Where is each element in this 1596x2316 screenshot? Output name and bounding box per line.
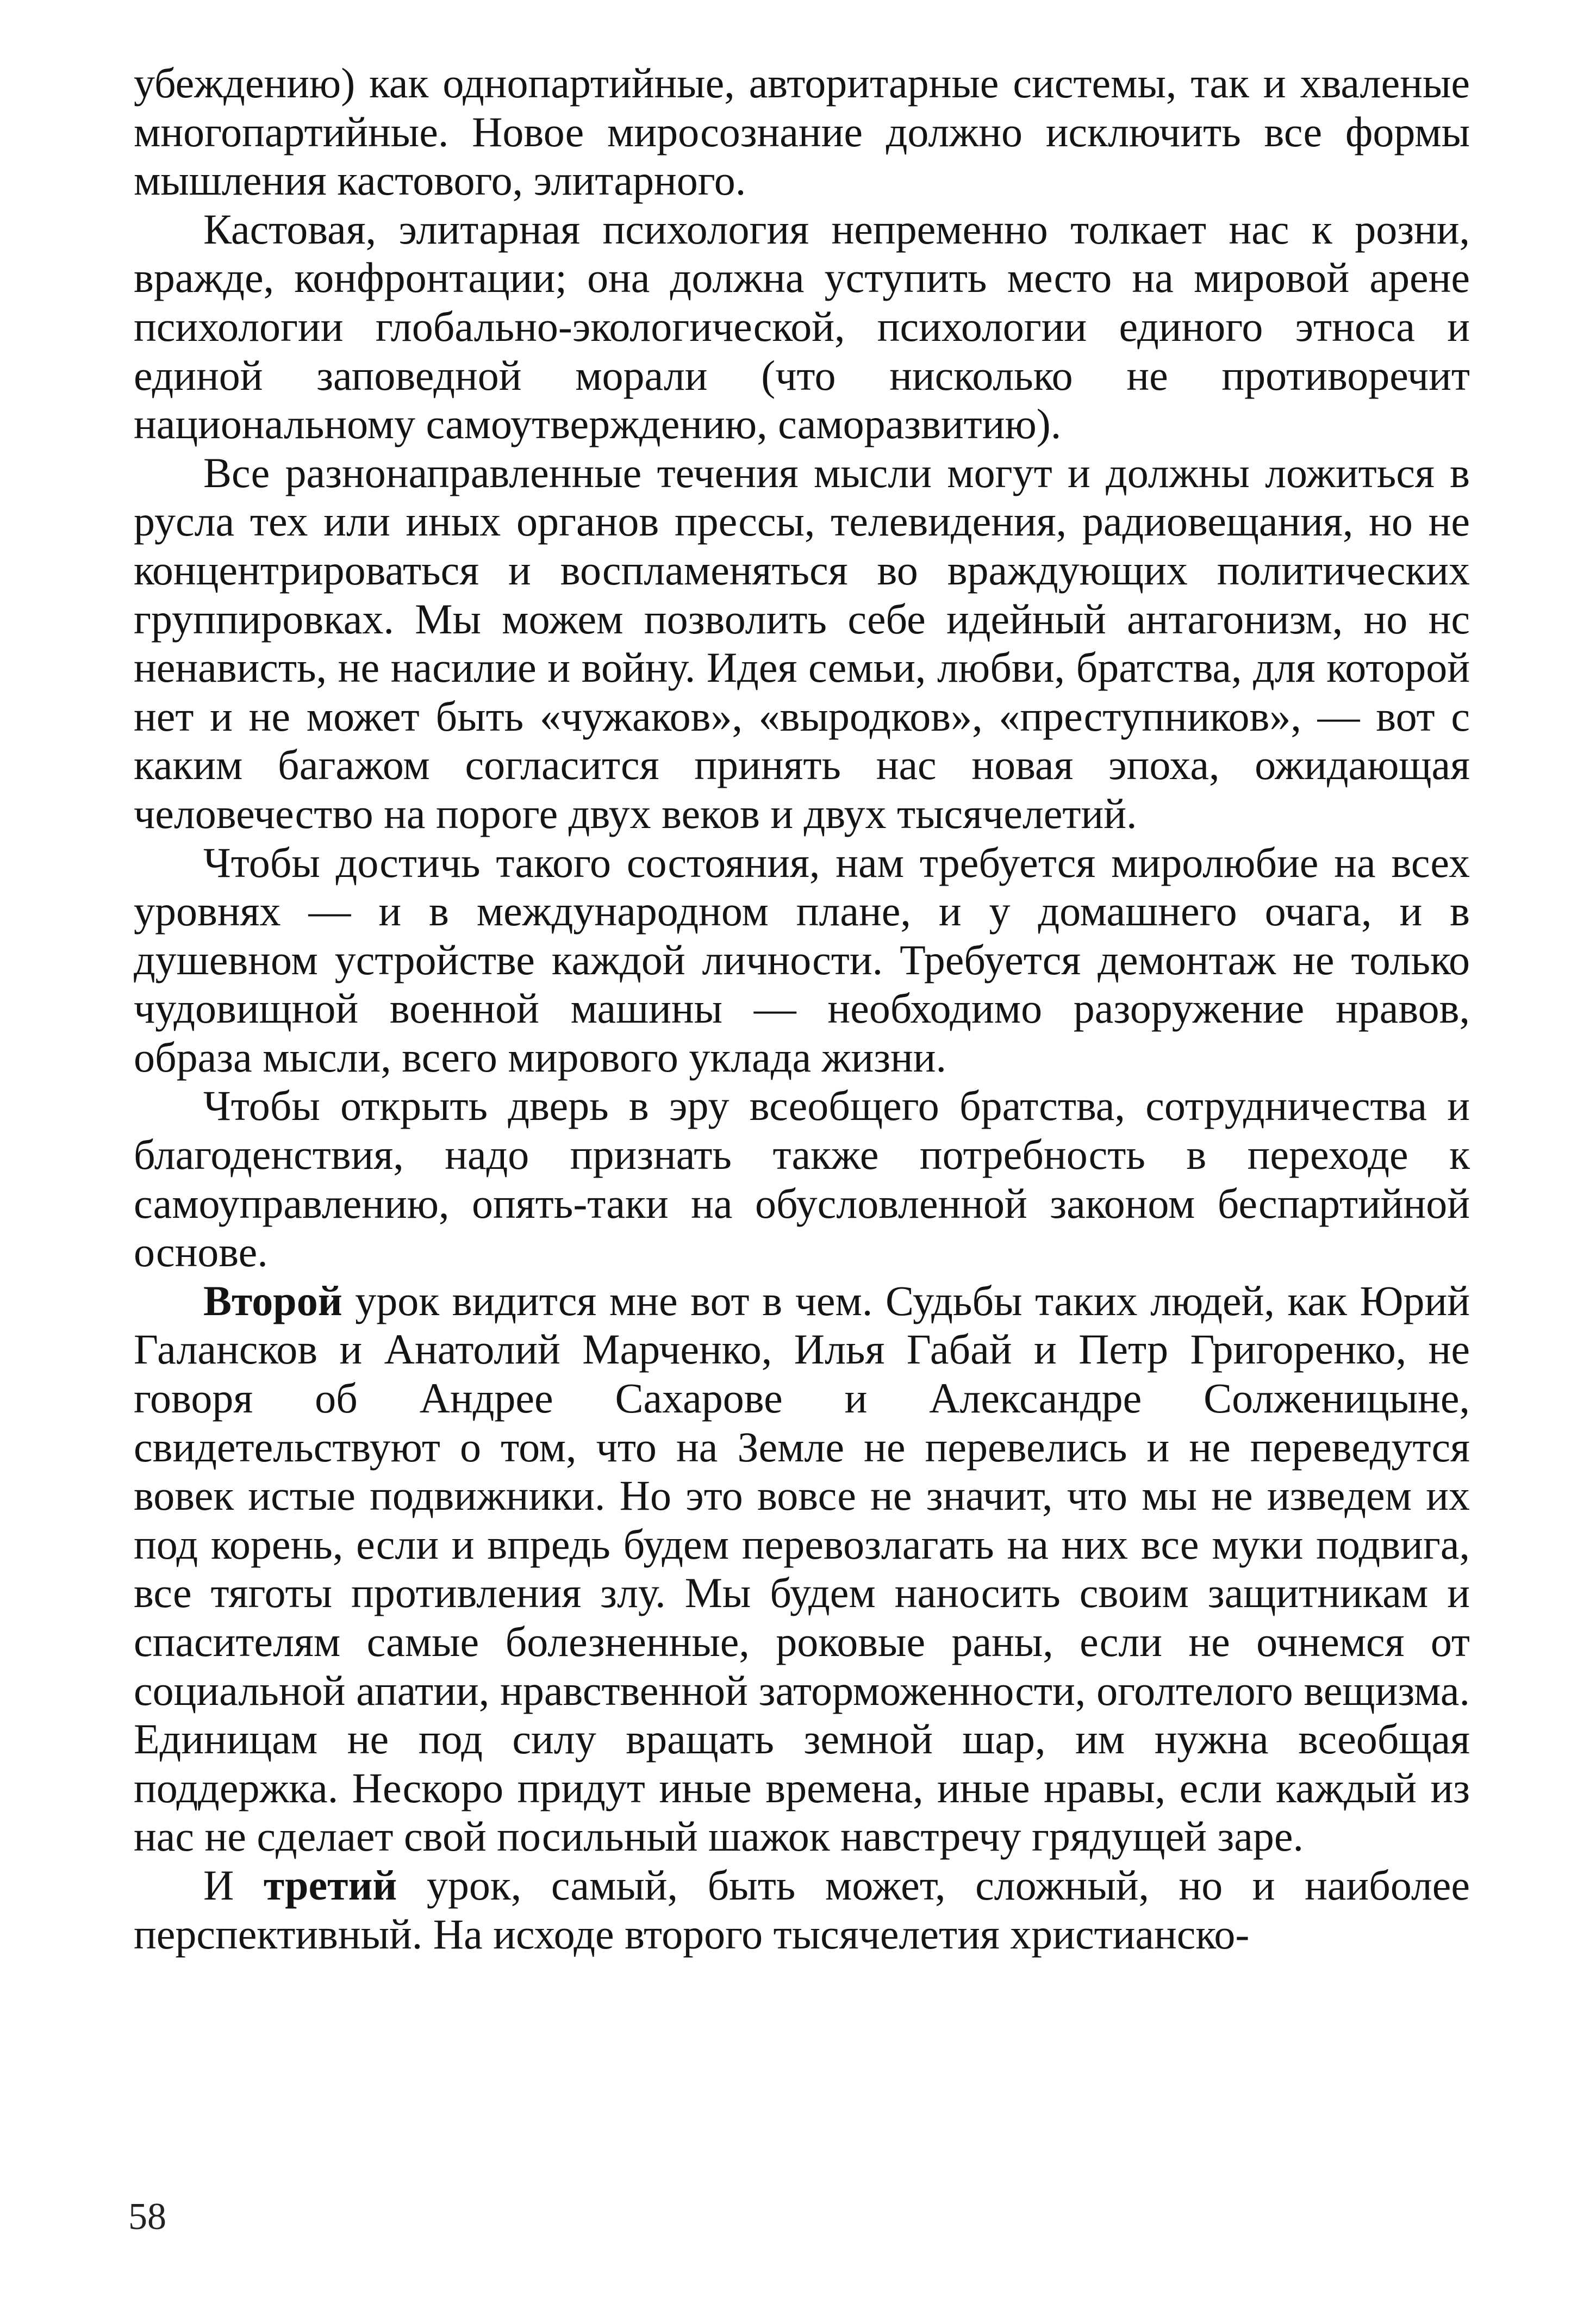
paragraph-3-text: Все разнонаправленные течения мысли могут и должны ложиться в русла тех или иных органов прессы, телевидения, радиовещания, но не концентрироваться и воспламеняться во враждующих политических группировках. Мы можем позволить себе идейный антагонизм, но нс ненависть, не насилие и войну. Идея семьи, любви, братства, для которой нет и не может быть «чужаков», «выродков», «преступников», — вот с каким багажом согласится принять нас новая эпоха, ожидающая человечество на пороге двух веков и двух тысячелетий. [134, 449, 1470, 837]
paragraph-7 [134, 1861, 1470, 1958]
paragraph-3 [134, 449, 1470, 838]
page-number: 58 [128, 2196, 166, 2238]
paragraph-5 [134, 1081, 1470, 1276]
paragraph-5-text: Чтобы открыть дверь в эру всеобщего братства, сотрудничества и благоденствия, надо признать также потребность в переходе к самоуправлению, опять-таки на обусловленной законом беспартийной основе. [134, 1082, 1470, 1276]
paragraph-2-text: Кастовая, элитарная психология непременно толкает нас к розни, вражде, конфронтации; она должна уступить место на мировой арене психологии глобально-экологической, психологии единого этноса и единой заповедной морали (что нисколько не противоречит национальному самоутверждению, саморазвитию). [134, 205, 1470, 448]
paragraph-7-bold: третий [263, 1861, 397, 1909]
paragraph-4-text: Чтобы достичь такого состояния, нам требуется миролюбие на всех уровнях — и в международном плане, и у домашнего очага, и в душевном устройстве каждой личности. Требуется демонтаж не только чудовищной военной машины — необходимо разоружение нравов, образа мысли, всего мирового уклада жизни. [134, 838, 1470, 1081]
paragraph-7-lead: И [203, 1861, 264, 1909]
paragraph-1 [134, 59, 1470, 205]
paragraph-4 [134, 838, 1470, 1082]
paragraph-6 [134, 1277, 1470, 1861]
paragraph-6-text: урок видится мне вот в чем. Судьбы таких людей, как Юрий Галансков и Анатолий Марченко, Илья Габай и Петр Григоренко, не говоря об Андрее Сахарове и Александре Солженицыне, свидетельствуют о том, что на Земле не перевелись и не переведутся вовек истые подвижники. Но это вовсе не значит, что мы не изведем их под корень, если и впредь будем перевозлагать на них все муки подвига, все тяготы противления злу. Мы будем наносить своим защитникам и спасителям самые болезненные, роковые раны, если не очнемся от социальной апатии, нравственной заторможенности, оголтелого вещизма. Единицам не под силу вращать земной шар, им нужна всеобщая поддержка. Нескоро придут иные времена, иные нравы, если каждый из нас не сделает свой посильный шажок навстречу грядущей заре. [134, 1277, 1470, 1860]
paragraph-2 [134, 205, 1470, 449]
paragraph-6-bold-lead: Второй [203, 1277, 342, 1324]
paragraph-7-text: урок, самый, быть может, сложный, но и наиболее перспективный. На исходе второго тысячелетия христианско- [134, 1861, 1470, 1958]
paragraph-1-text: убеждению) как однопартийные, авторитарные системы, так и хваленые многопартийные. Новое миросознание должно исключить все формы мышления кастового, элитарного. [134, 59, 1470, 204]
body-text [134, 59, 1470, 1958]
